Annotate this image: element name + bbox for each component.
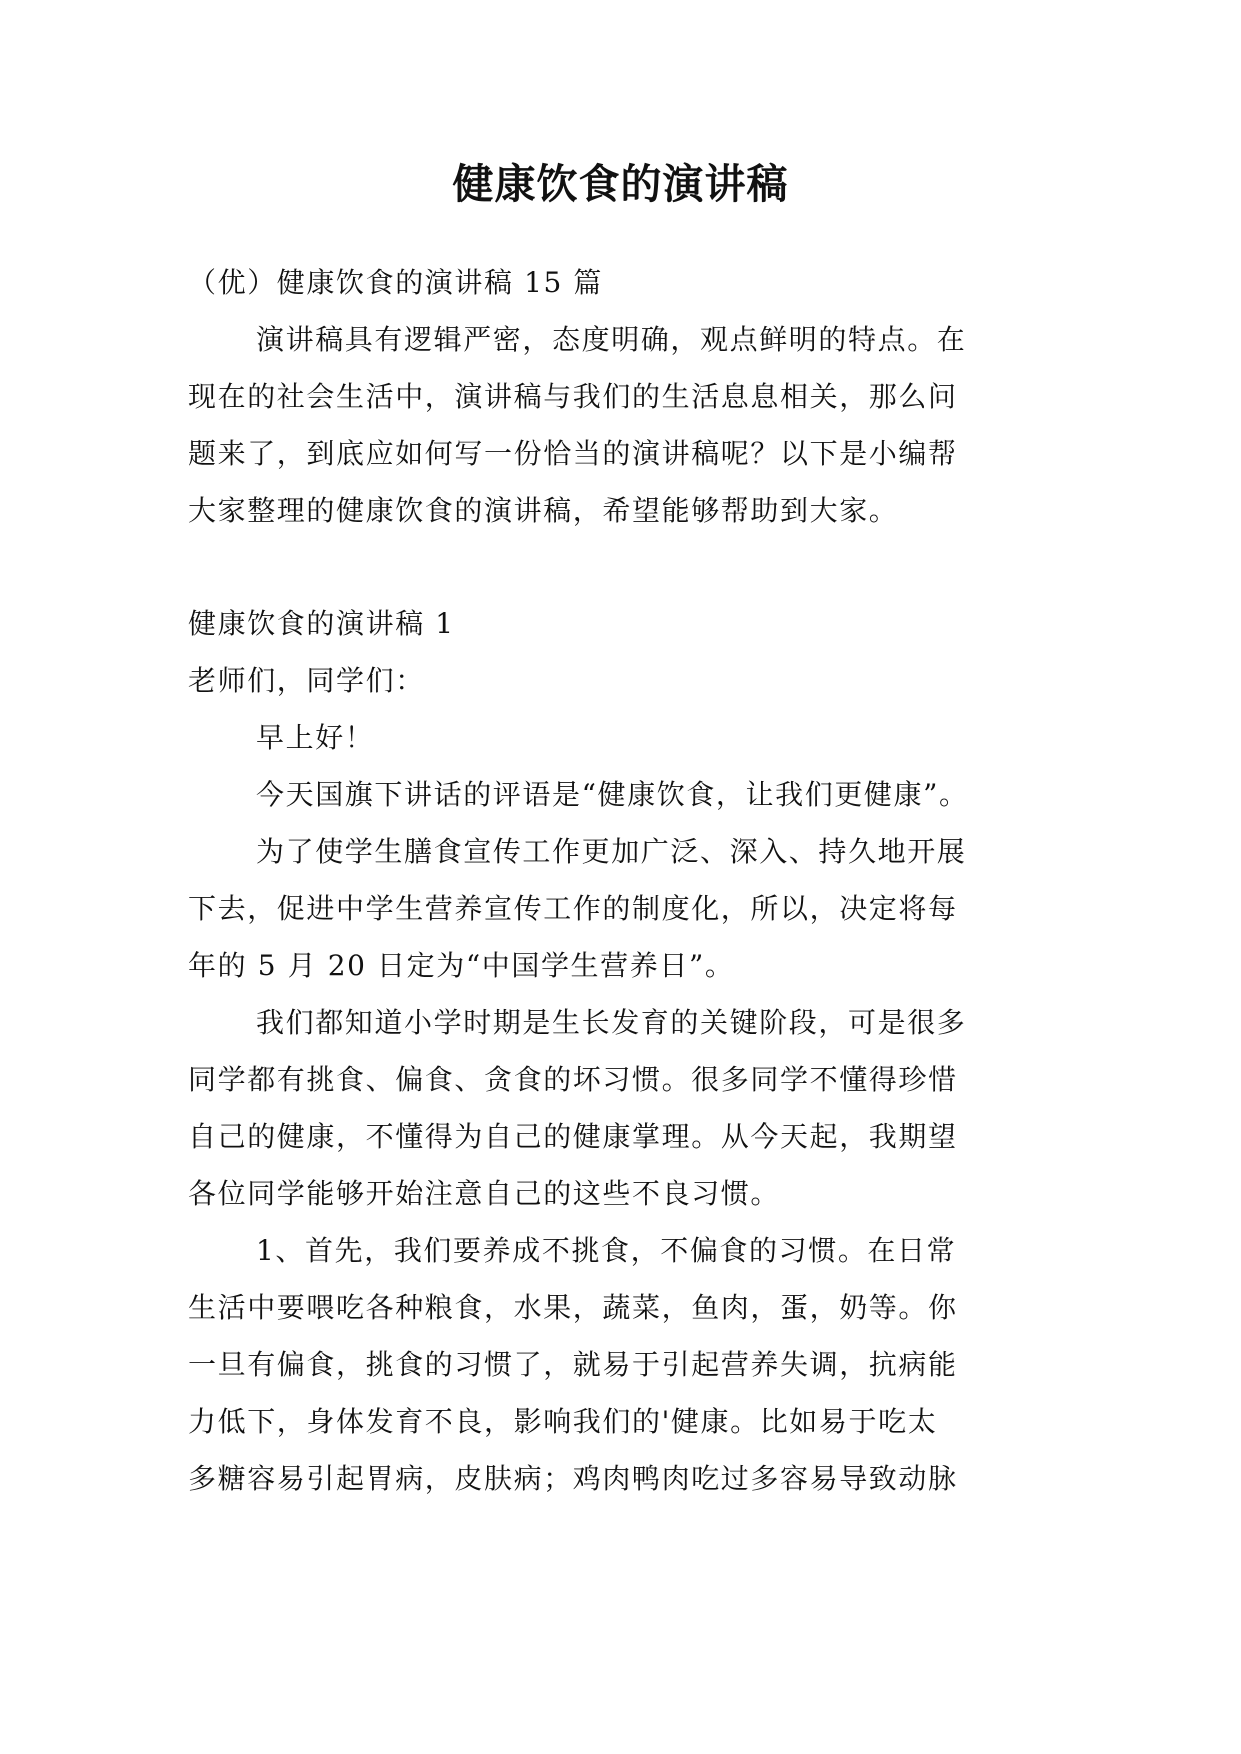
paragraph-line: 同学都有挑食、偏食、贪食的坏习惯。很多同学不懂得珍惜 <box>188 1063 958 1096</box>
paragraph-line: 大家整理的健康饮食的演讲稿，希望能够帮助到大家。 <box>188 494 899 527</box>
subtitle-line: （优）健康饮食的演讲稿 15 篇 <box>188 266 604 299</box>
paragraph-line: 题来了，到底应如何写一份恰当的演讲稿呢？以下是小编帮 <box>188 437 958 470</box>
greeting-line: 早上好！ <box>256 721 375 754</box>
paragraph-line: 各位同学能够开始注意自己的这些不良习惯。 <box>188 1177 781 1210</box>
document-title: 健康饮食的演讲稿 <box>452 160 789 208</box>
paragraph-line: 演讲稿具有逻辑严密，态度明确，观点鲜明的特点。在 <box>256 323 967 356</box>
paragraph-line: 多糖容易引起胃病，皮肤病；鸡肉鸭肉吃过多容易导致动脉 <box>188 1462 958 1495</box>
paragraph-line: 我们都知道小学时期是生长发育的关键阶段，可是很多 <box>256 1006 967 1039</box>
paragraph-line: 为了使学生膳食宣传工作更加广泛、深入、持久地开展 <box>256 835 967 868</box>
paragraph-line: 一旦有偏食，挑食的习惯了，就易于引起营养失调，抗病能 <box>188 1348 958 1381</box>
paragraph-line: 今天国旗下讲话的评语是“健康饮食，让我们更健康”。 <box>256 778 969 811</box>
paragraph-line: 力低下，身体发育不良，影响我们的'健康。比如易于吃太 <box>188 1405 938 1438</box>
section-heading: 健康饮食的演讲稿 1 <box>188 607 455 640</box>
paragraph-line: 现在的社会生活中，演讲稿与我们的生活息息相关，那么问 <box>188 380 958 413</box>
paragraph-line: 生活中要喂吃各种粮食，水果，蔬菜，鱼肉，蛋，奶等。你 <box>188 1291 958 1324</box>
paragraph-line: 年的 5 月 20 日定为“中国学生营养日”。 <box>188 949 735 982</box>
paragraph-line: 1、首先，我们要养成不挑食，不偏食的习惯。在日常 <box>256 1234 957 1267</box>
paragraph-line: 下去，促进中学生营养宣传工作的制度化，所以，决定将每 <box>188 892 958 925</box>
salutation-line: 老师们，同学们： <box>188 664 425 697</box>
paragraph-line: 自己的健康，不懂得为自己的健康掌理。从今天起，我期望 <box>188 1120 958 1153</box>
